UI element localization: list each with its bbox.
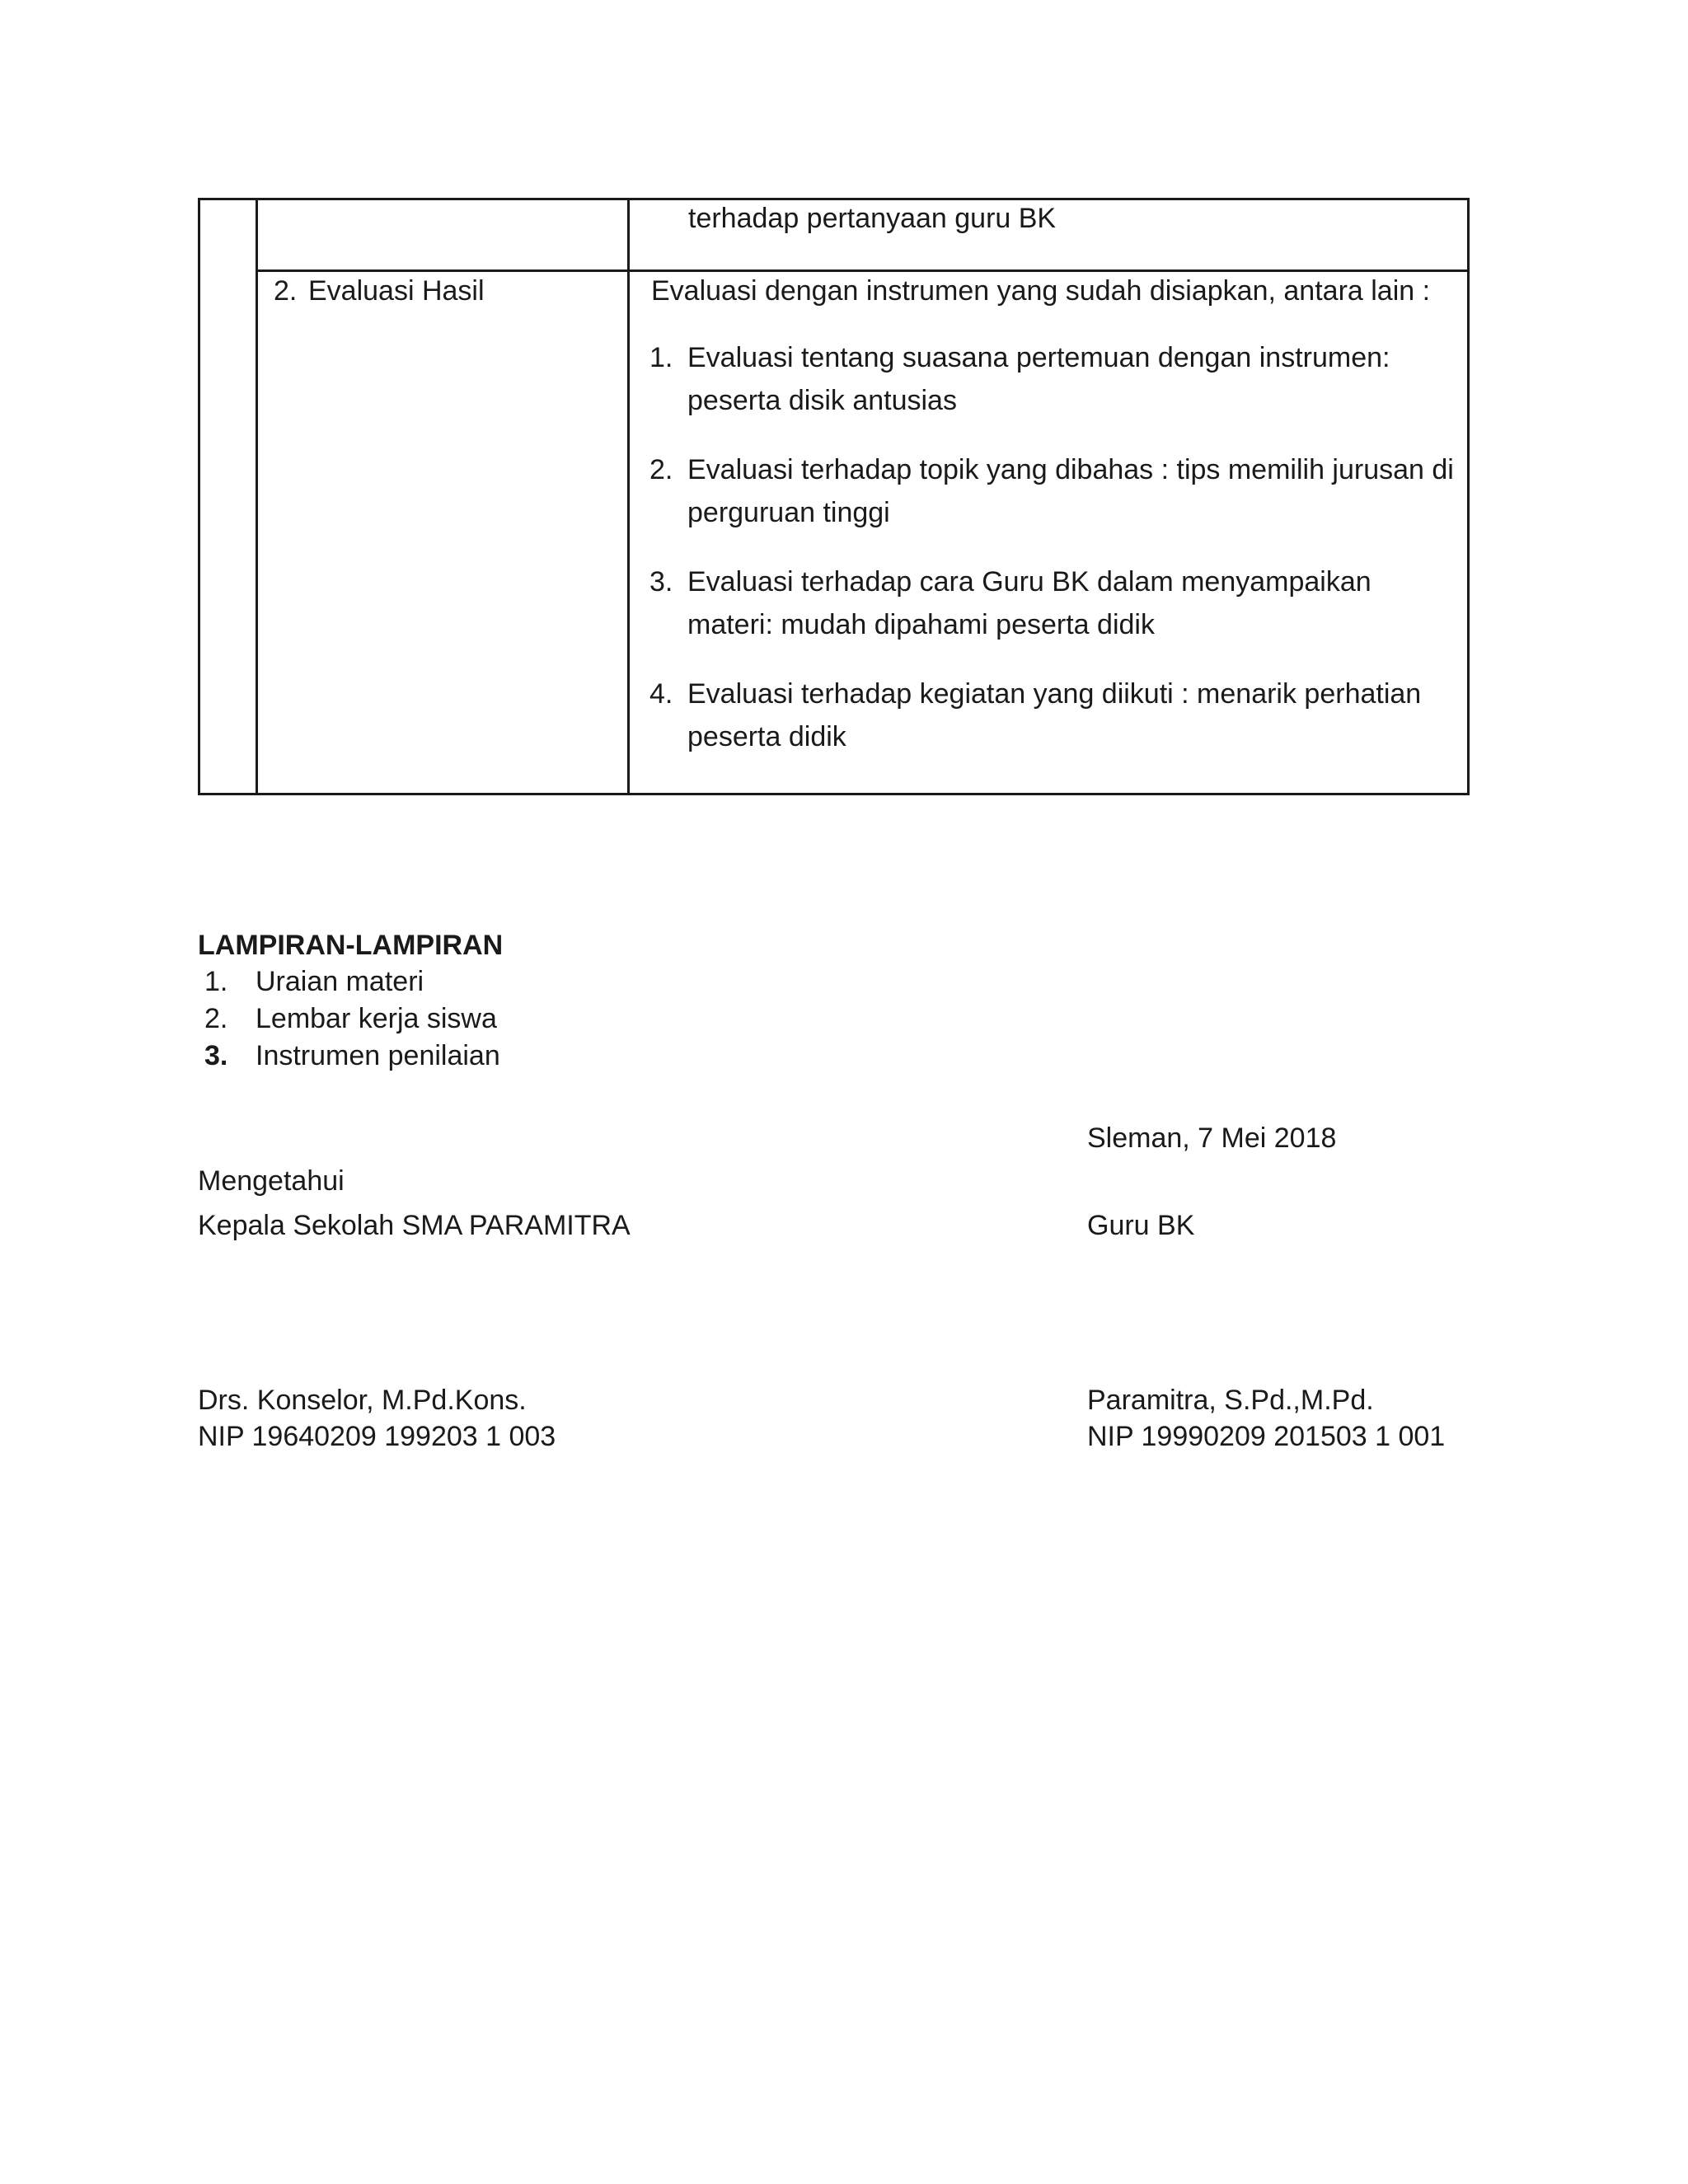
list-item-number: 2.: [204, 1003, 228, 1034]
table-right-border: [1467, 198, 1470, 795]
table-col-divider-1: [256, 198, 258, 795]
table-left-border: [198, 198, 200, 795]
principal-name: Drs. Konselor, M.Pd.Kons.: [198, 1385, 527, 1416]
list-item-text: Evaluasi terhadap cara Guru BK dalam menyampaikan materi: mudah dipahami peserta didik: [687, 566, 1372, 640]
list-item-text: Evaluasi tentang suasana pertemuan dengan instrumen: peserta disik antusias: [687, 342, 1390, 416]
row2-stage-number: 2.: [274, 275, 298, 307]
evaluation-table: [198, 198, 1470, 795]
list-item-number: 1.: [649, 342, 673, 373]
principal-role: Kepala Sekolah SMA PARAMITRA: [198, 1210, 631, 1241]
list-item-text: Uraian materi: [256, 966, 424, 997]
row1-content-continuation: terhadap pertanyaan guru BK: [688, 203, 1057, 234]
list-item-number: 3.: [204, 1040, 228, 1071]
teacher-name: Paramitra, S.Pd.,M.Pd.: [1087, 1385, 1374, 1416]
row2-stage-label: Evaluasi Hasil: [308, 275, 485, 307]
list-item-number: 1.: [204, 966, 228, 997]
list-item-text: Lembar kerja siswa: [256, 1003, 497, 1034]
teacher-nip: NIP 19990209 201503 1 001: [1087, 1421, 1446, 1452]
table-row-divider: [256, 269, 1470, 272]
table-top-border: [198, 198, 1470, 200]
table-col-divider-2: [627, 198, 630, 795]
table-bottom-border: [198, 793, 1470, 795]
list-item-text: Evaluasi terhadap topik yang dibahas : tips memilih jurusan di perguruan tinggi: [687, 454, 1454, 528]
list-item-text: Instrumen penilaian: [256, 1040, 500, 1071]
list-item-number: 4.: [649, 678, 673, 710]
list-item-text: Evaluasi terhadap kegiatan yang diikuti : menarik perhatian peserta didik: [687, 678, 1422, 752]
teacher-role: Guru BK: [1087, 1210, 1195, 1241]
list-item-number: 2.: [649, 454, 673, 485]
place-date: Sleman, 7 Mei 2018: [1087, 1122, 1337, 1154]
acknowledge-label: Mengetahui: [198, 1165, 345, 1197]
principal-nip: NIP 19640209 199203 1 003: [198, 1421, 556, 1452]
row2-content-intro: Evaluasi dengan instrumen yang sudah disiapkan, antara lain :: [651, 275, 1431, 307]
lampiran-heading: LAMPIRAN-LAMPIRAN: [198, 930, 504, 961]
list-item-number: 3.: [649, 566, 673, 598]
lampiran-list: [198, 966, 692, 1081]
